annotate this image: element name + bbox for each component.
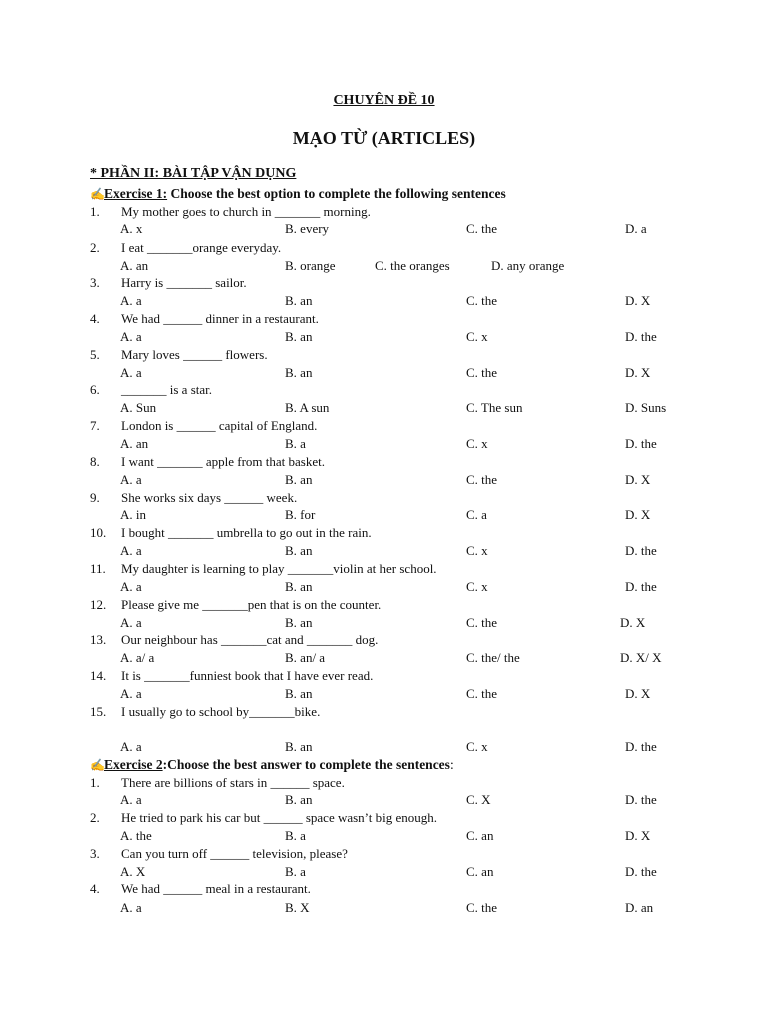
question-number: 4.: [90, 311, 100, 326]
answer-option: C. X: [466, 792, 491, 807]
answer-option: D. the: [625, 329, 657, 344]
question-stem: There are billions of stars in ______ space.: [121, 775, 345, 790]
answer-option: A. in: [120, 507, 146, 522]
question-stem: Can you turn off ______ television, please?: [121, 846, 348, 861]
question-row: [90, 668, 730, 686]
answer-option: B. orange: [285, 258, 336, 273]
section-heading: * PHẦN II: BÀI TẬP VẬN DỤNG: [90, 166, 297, 181]
answer-option: D. X: [625, 365, 651, 380]
answer-option: B. an: [285, 365, 313, 380]
answer-option: D. X: [625, 472, 651, 487]
question-row: [90, 881, 730, 899]
answer-option: A. a: [120, 543, 142, 558]
answer-option: A. a: [120, 579, 142, 594]
question-row: [90, 275, 730, 293]
question-stem: Harry is _______ sailor.: [121, 275, 247, 290]
answer-option: C. the: [466, 900, 498, 915]
question-number: 13.: [90, 632, 107, 647]
question-stem: My daughter is learning to play _______violin at her school.: [121, 561, 437, 576]
answer-option: B. an: [285, 472, 313, 487]
answer-option: A. X: [120, 864, 146, 879]
answer-option: B. an: [285, 329, 313, 344]
question-number: 3.: [90, 846, 100, 861]
answer-option: C. an: [466, 828, 494, 843]
answer-option: D. the: [625, 792, 657, 807]
answer-option: D. X: [625, 828, 651, 843]
answer-option: C. x: [466, 329, 488, 344]
answer-option: A. a: [120, 686, 142, 701]
question-number: 11.: [90, 561, 106, 576]
exercise-2-instruction: :Choose the best answer to complete the sentences: [162, 757, 450, 772]
exercise-2-label: Exercise 2: [104, 757, 163, 772]
answer-option: B. a: [285, 436, 306, 451]
question-stem: We had ______ meal in a restaurant.: [121, 881, 311, 896]
question-row: [90, 810, 730, 828]
exercise-1-label: Exercise 1:: [104, 186, 168, 201]
answer-option: B. every: [285, 221, 330, 236]
answer-option: D. any orange: [491, 258, 565, 273]
exercise-2-heading: [90, 757, 454, 773]
answer-option: C. the: [466, 221, 498, 236]
question-stem: It is _______funniest book that I have ever read.: [121, 668, 374, 683]
answer-option: C. the: [466, 472, 498, 487]
question-row: [90, 632, 730, 650]
question-row: [90, 704, 730, 722]
answer-option: A. x: [120, 221, 143, 236]
question-stem: Our neighbour has _______cat and _______ dog.: [121, 632, 379, 647]
answer-option: B. an: [285, 686, 313, 701]
answer-option: D. X: [625, 293, 651, 308]
question-number: 6.: [90, 382, 100, 397]
answer-option: A. a: [120, 472, 142, 487]
topic-number: CHUYÊN ĐỀ 10: [333, 93, 435, 108]
answer-option: A. a: [120, 365, 142, 380]
answer-option: D. X/ X: [620, 650, 662, 665]
answer-option: C. x: [466, 543, 488, 558]
answer-option: D. X: [620, 615, 646, 630]
question-row: [90, 418, 730, 436]
answer-option: C. the oranges: [375, 258, 450, 273]
answer-option: A. a: [120, 293, 142, 308]
question-number: 3.: [90, 275, 100, 290]
answer-option: C. the: [466, 293, 498, 308]
question-number: 14.: [90, 668, 107, 683]
answer-option: C. the: [466, 615, 498, 630]
answer-option: B. an: [285, 615, 313, 630]
answer-option: D. the: [625, 864, 657, 879]
question-row: [90, 382, 730, 400]
answer-option: B. A sun: [285, 400, 330, 415]
question-number: 12.: [90, 597, 107, 612]
question-row: [90, 204, 730, 222]
answer-option: A. an: [120, 258, 149, 273]
answer-option: A. a: [120, 739, 142, 754]
question-stem: Mary loves ______ flowers.: [121, 347, 268, 362]
question-number: 2.: [90, 810, 100, 825]
answer-option: B. an: [285, 792, 313, 807]
exercise-1-instruction: Choose the best option to complete the following sentences: [167, 186, 506, 201]
answer-option: C. x: [466, 579, 488, 594]
answer-option: C. The sun: [466, 400, 523, 415]
exercise-2-colon: :: [449, 757, 454, 772]
answer-option: A. a: [120, 329, 142, 344]
answer-option: B. a: [285, 828, 306, 843]
answer-option: D. the: [625, 739, 657, 754]
question-row: [90, 490, 730, 508]
pen-icon: ✍: [90, 758, 105, 772]
question-row: [90, 311, 730, 329]
question-number: 2.: [90, 240, 100, 255]
question-number: 1.: [90, 775, 100, 790]
answer-option: D. the: [625, 436, 657, 451]
answer-option: B. X: [285, 900, 310, 915]
pen-icon: ✍: [90, 187, 105, 201]
question-row: [90, 775, 730, 793]
question-stem: Please give me _______pen that is on the counter.: [121, 597, 382, 612]
answer-option: B. an: [285, 579, 313, 594]
question-row: [90, 454, 730, 472]
question-stem: _______ is a star.: [121, 382, 212, 397]
answer-option: B. an: [285, 293, 313, 308]
answer-option: A. a: [120, 900, 142, 915]
question-stem: I want _______ apple from that basket.: [121, 454, 325, 469]
answer-option: B. an/ a: [285, 650, 326, 665]
answer-option: A. the: [120, 828, 152, 843]
question-number: 8.: [90, 454, 100, 469]
question-number: 9.: [90, 490, 100, 505]
answer-option: C. the/ the: [466, 650, 520, 665]
question-row: [90, 525, 730, 543]
answer-option: D. an: [625, 900, 654, 915]
question-stem: I usually go to school by_______bike.: [121, 704, 321, 719]
answer-option: A. Sun: [120, 400, 157, 415]
question-number: 7.: [90, 418, 100, 433]
question-stem: She works six days ______ week.: [121, 490, 298, 505]
answer-option: D. the: [625, 579, 657, 594]
answer-option: B. for: [285, 507, 316, 522]
answer-option: D. a: [625, 221, 647, 236]
question-row: [90, 846, 730, 864]
answer-option: C. x: [466, 739, 488, 754]
question-row: [90, 561, 730, 579]
question-stem: I eat _______orange everyday.: [121, 240, 282, 255]
question-stem: We had ______ dinner in a restaurant.: [121, 311, 319, 326]
answer-option: A. a: [120, 792, 142, 807]
answer-option: A. a: [120, 615, 142, 630]
answer-option: C. a: [466, 507, 487, 522]
answer-option: B. a: [285, 864, 306, 879]
question-row: [90, 347, 730, 365]
answer-option: D. Suns: [625, 400, 667, 415]
question-row: [90, 240, 730, 258]
answer-option: C. the: [466, 686, 498, 701]
question-stem: He tried to park his car but ______ space wasn’t big enough.: [121, 810, 438, 825]
answer-option: C. x: [466, 436, 488, 451]
question-stem: London is ______ capital of England.: [121, 418, 318, 433]
exercise-1-heading: [90, 186, 506, 202]
question-number: 5.: [90, 347, 100, 362]
question-row: [90, 597, 730, 615]
answer-option: A. an: [120, 436, 149, 451]
question-stem: My mother goes to church in _______ morning.: [121, 204, 371, 219]
answer-option: A. a/ a: [120, 650, 155, 665]
question-number: 1.: [90, 204, 100, 219]
answer-option: B. an: [285, 543, 313, 558]
question-number: 15.: [90, 704, 107, 719]
question-stem: I bought _______ umbrella to go out in the rain.: [121, 525, 372, 540]
answer-option: B. an: [285, 739, 313, 754]
answer-option: C. the: [466, 365, 498, 380]
answer-option: D. X: [625, 507, 651, 522]
answer-option: C. an: [466, 864, 494, 879]
question-number: 10.: [90, 525, 107, 540]
answer-option: D. the: [625, 543, 657, 558]
page-title: MẠO TỪ (ARTICLES): [292, 128, 476, 148]
answer-option: D. X: [625, 686, 651, 701]
question-number: 4.: [90, 881, 100, 896]
